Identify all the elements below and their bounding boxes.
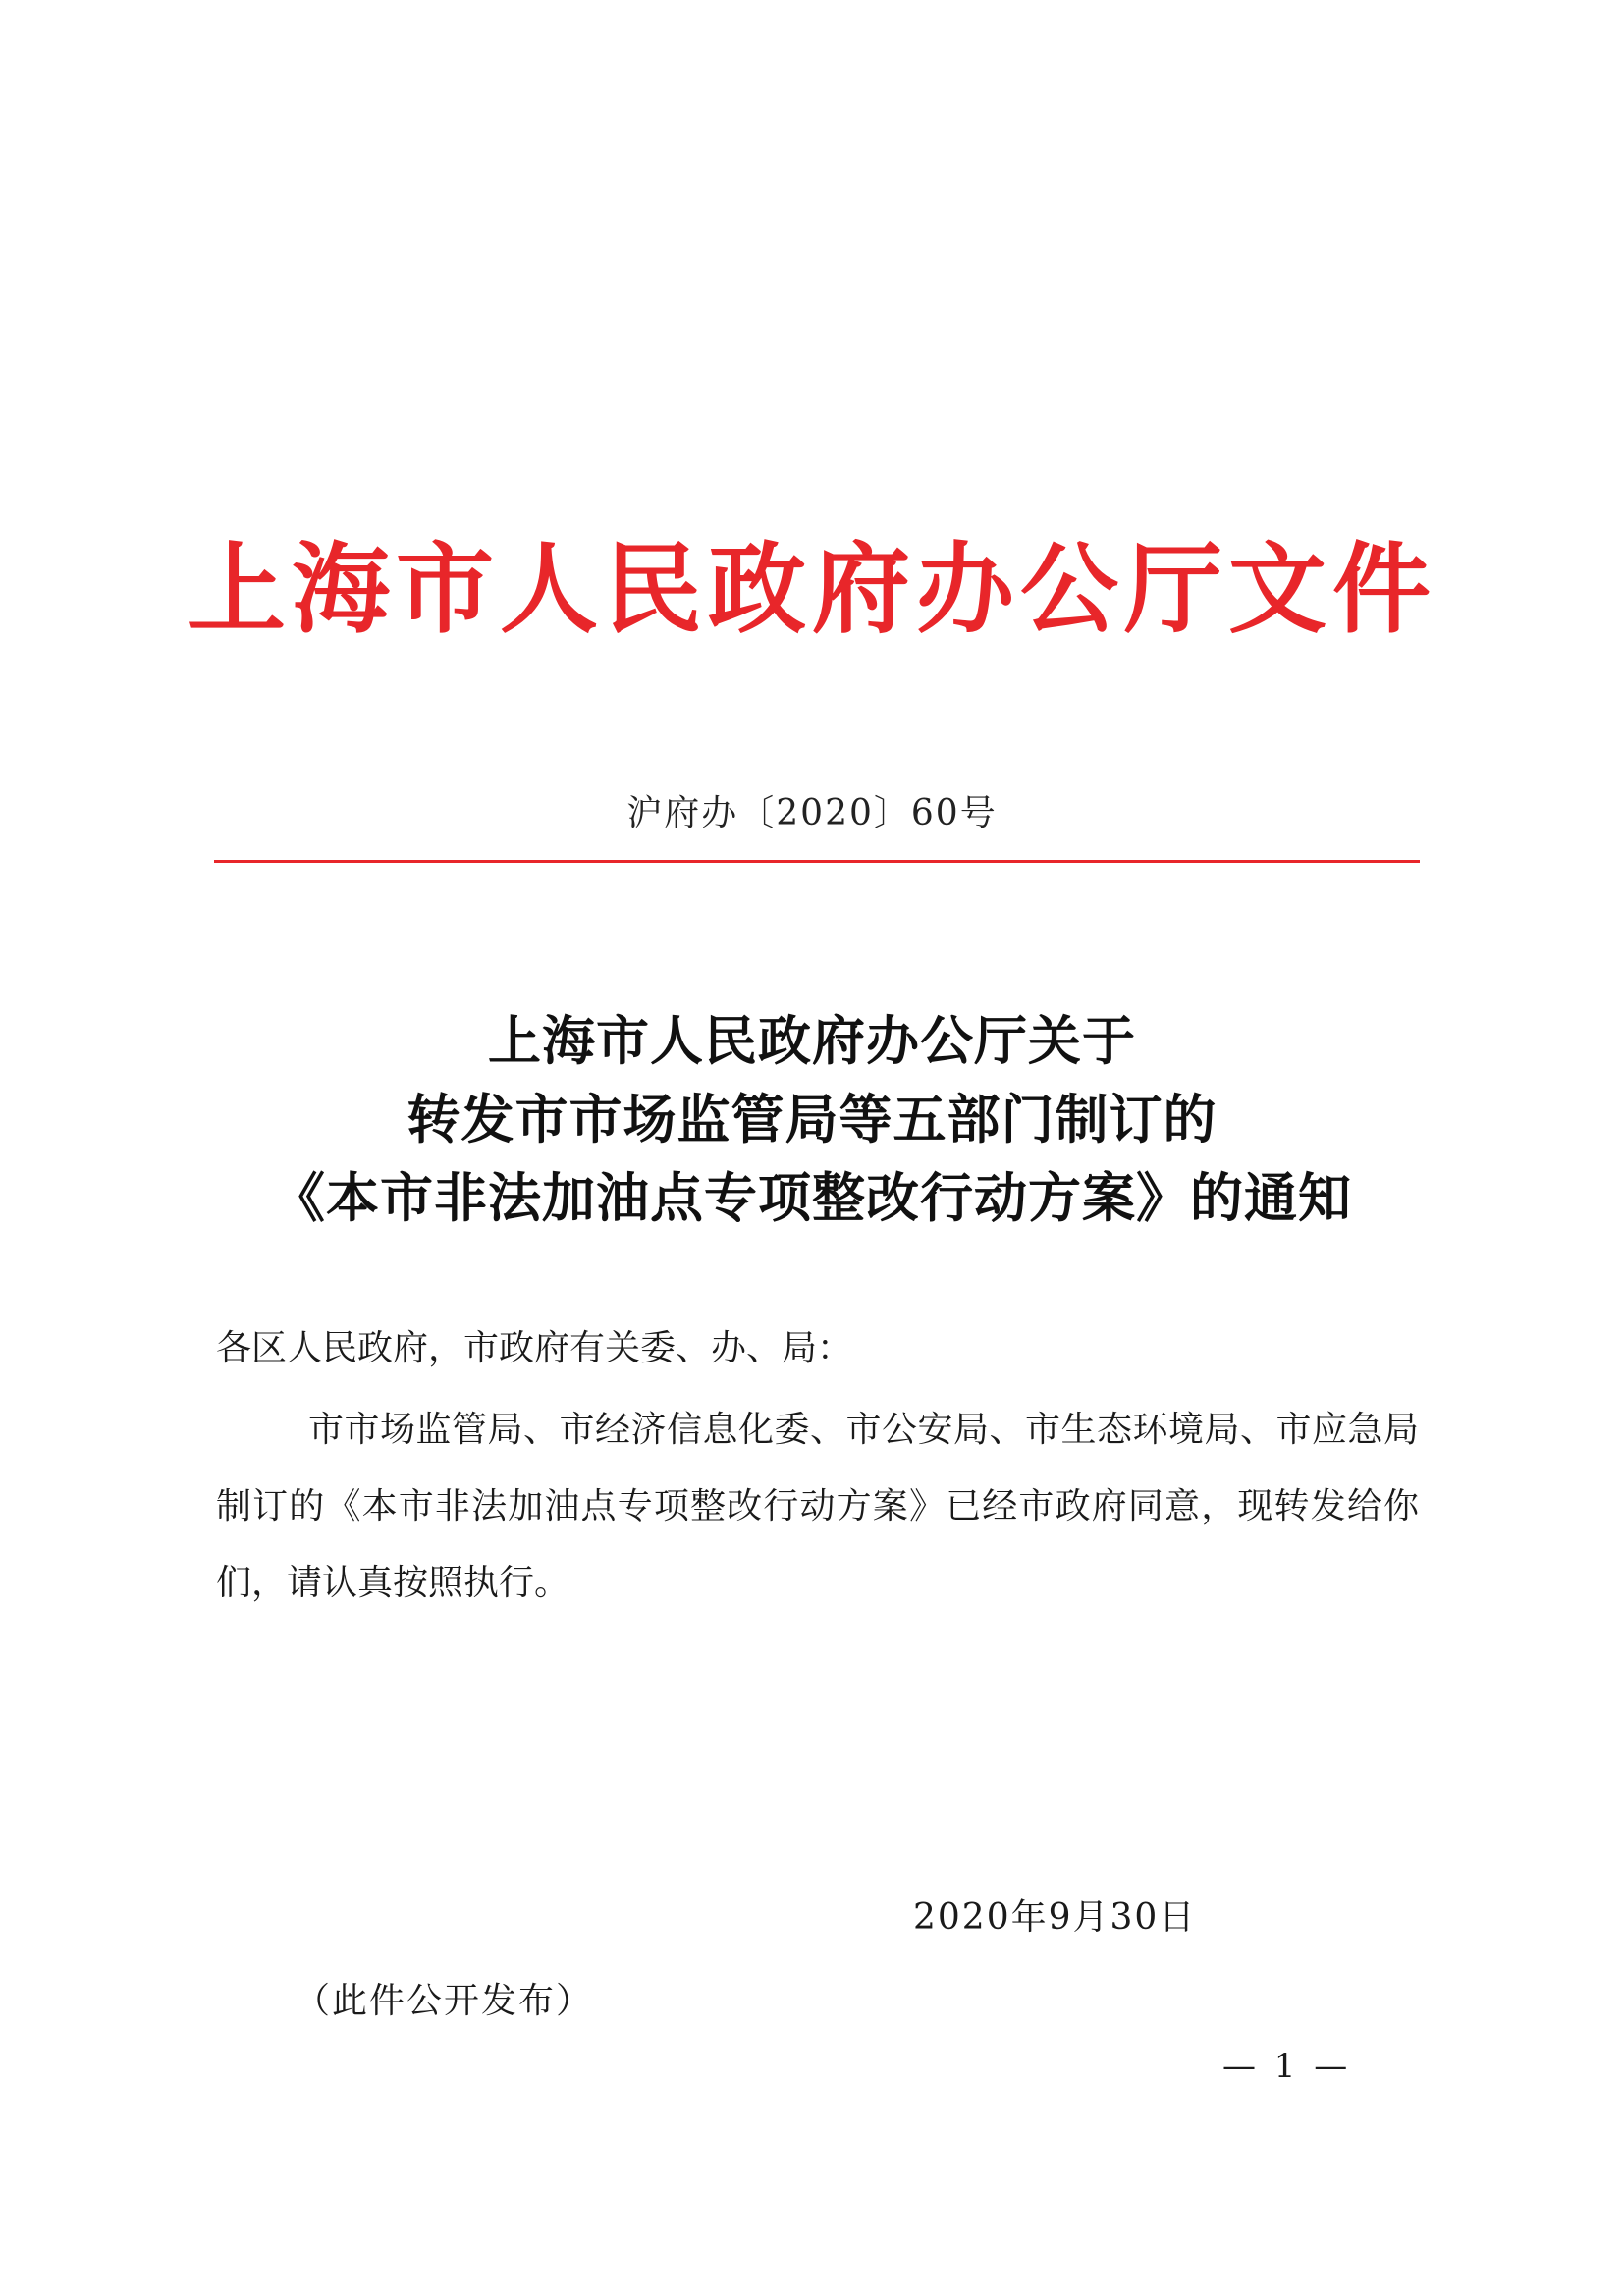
document-number: 沪府办〔2020〕60号 [626, 793, 998, 833]
title-line-2: 转发市市场监管局等五部门制订的 [406, 1088, 1218, 1150]
red-divider-line [214, 860, 1420, 863]
page-number: — 1 — [1222, 2047, 1352, 2086]
document-title [0, 1001, 1624, 1237]
issue-date: 2020年9月30日 [913, 1897, 1197, 1938]
salutation: 各区人民政府，市政府有关委、办、局： [216, 1328, 853, 1368]
title-line-1: 上海市人民政府办公厅关于 [488, 1009, 1136, 1072]
title-line-3: 《本市非法加油点专项整改行动方案》的通知 [272, 1166, 1352, 1229]
publish-note: （此件公开发布） [295, 1981, 594, 2021]
masthead-title: 上海市人民政府办公厅文件 [188, 531, 1436, 647]
body-paragraph: 市市场监管局、市经济信息化委、市公安局、市生态环境局、市应急局制订的《本市非法加油点专项整改行动方案》已经市政府同意，现转发给你们，请认真按照执行。 [216, 1410, 1419, 1603]
